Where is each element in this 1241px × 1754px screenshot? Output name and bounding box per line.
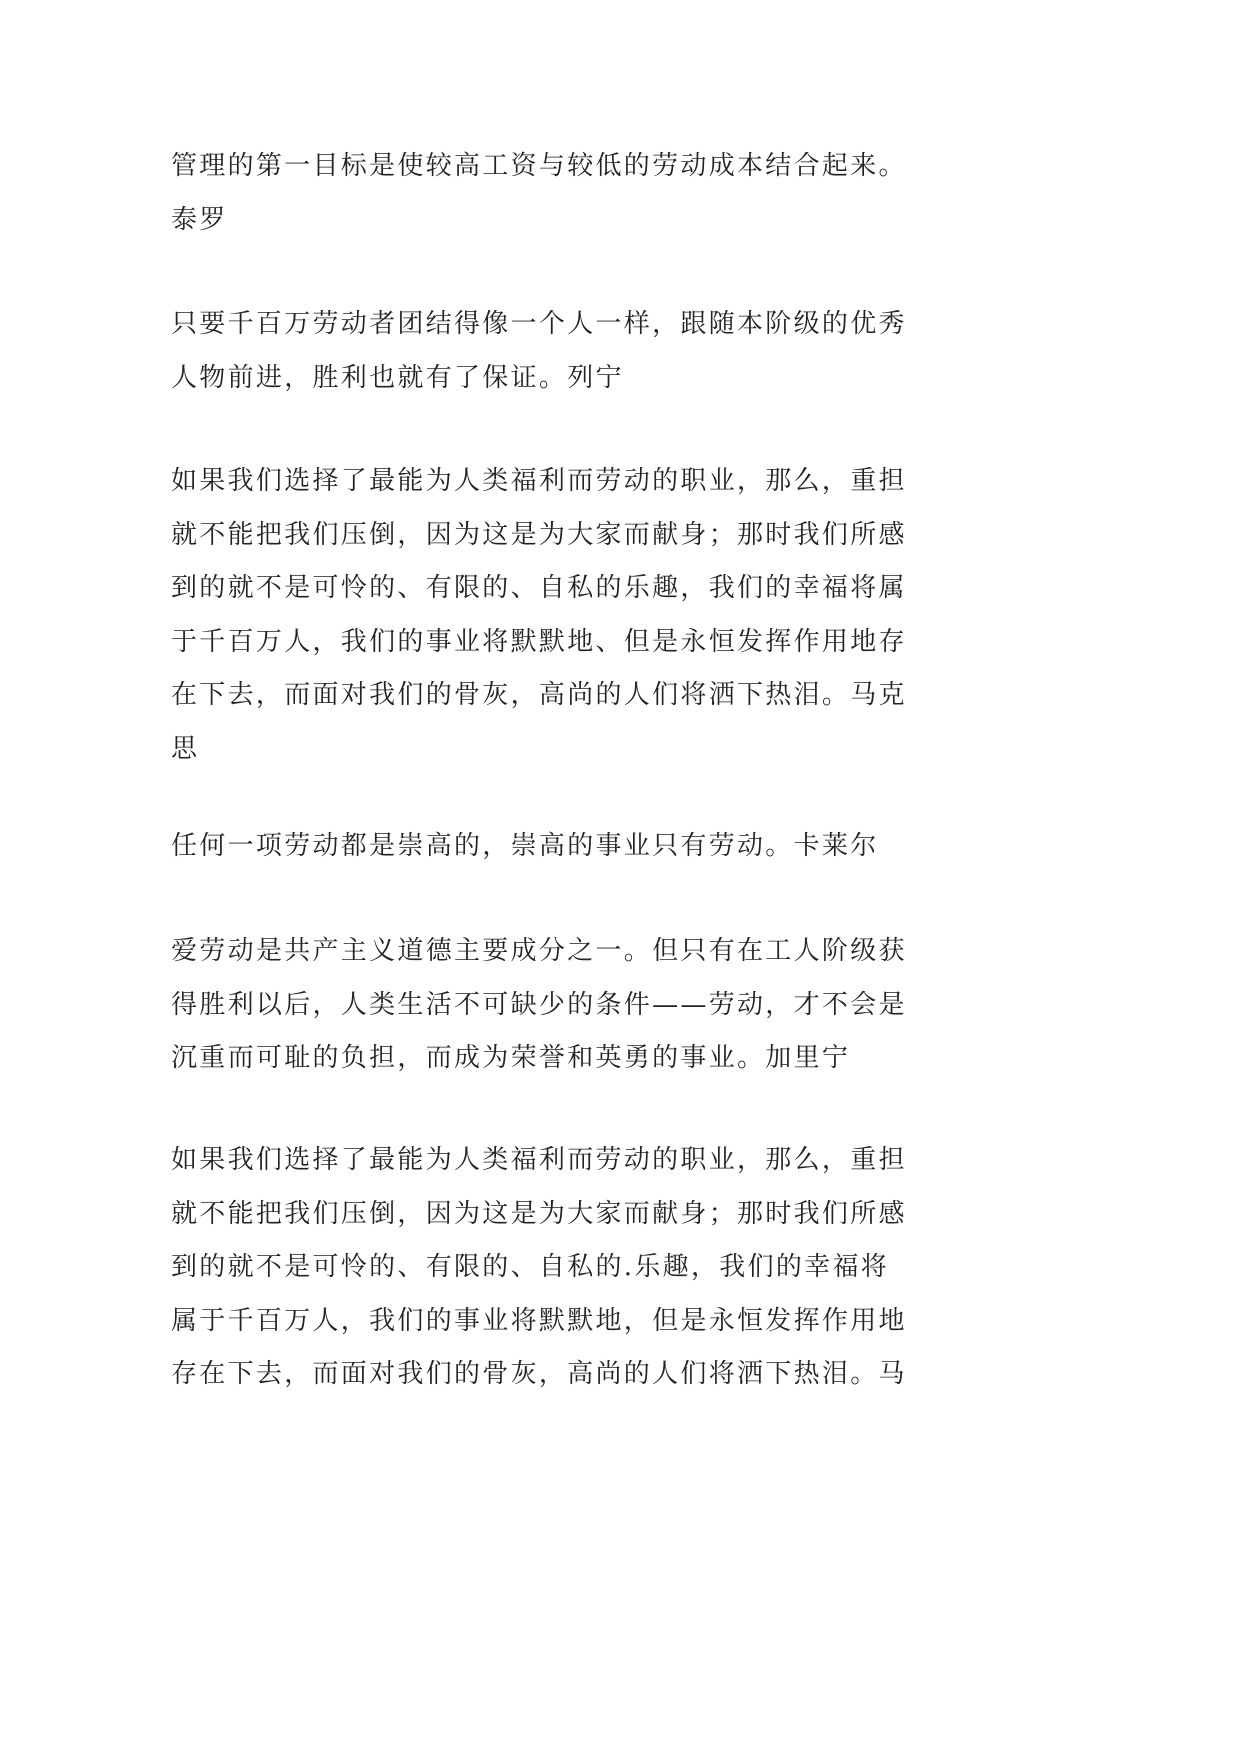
quote-paragraph-marx-repeat	[171, 1134, 951, 1402]
text-line: 属于千百万人，我们的事业将默默地，但是永恒发挥作用地	[171, 1305, 907, 1336]
text-line: 泰罗	[171, 204, 228, 235]
text-line: 如果我们选择了最能为人类福利而劳动的职业，那么，重担	[171, 466, 907, 496]
text-line: 得胜利以后，人类生活不可缺少的条件——劳动，才不会是	[171, 989, 907, 1020]
quote-paragraph-carlyle	[171, 820, 951, 874]
text-line: 在下去，而面对我们的骨灰，高尚的人们将洒下热泪。马克	[171, 680, 907, 710]
text-line: 人物前进，胜利也就有了保证。列宁	[171, 362, 624, 393]
text-line: 就不能把我们压倒，因为这是为大家而献身；那时我们所感	[171, 1198, 907, 1229]
text-line: 如果我们选择了最能为人类福利而劳动的职业，那么，重担	[171, 1145, 907, 1175]
text-line: 存在下去，而面对我们的骨灰，高尚的人们将洒下热泪。马	[171, 1359, 907, 1389]
quote-paragraph-marx	[171, 455, 951, 776]
quote-paragraph-lenin	[171, 298, 951, 405]
text-line: 到的就不是可怜的、有限的、自私的.乐趣，我们的幸福将	[171, 1252, 890, 1282]
text-line: 沉重而可耻的负担，而成为荣誉和英勇的事业。加里宁	[171, 1043, 851, 1073]
text-line: 只要千百万劳动者团结得像一个人一样，跟随本阶级的优秀	[171, 309, 907, 339]
quote-paragraph-taylor	[171, 140, 951, 247]
text-line: 于千百万人，我们的事业将默默地、但是永恒发挥作用地存	[171, 626, 907, 657]
text-line: 就不能把我们压倒，因为这是为大家而献身；那时我们所感	[171, 519, 907, 550]
quote-paragraph-kalinin	[171, 925, 951, 1086]
text-line: 管理的第一目标是使较高工资与较低的劳动成本结合起来。	[171, 151, 907, 181]
text-line: 任何一项劳动都是崇高的，崇高的事业只有劳动。卡莱尔	[171, 831, 879, 861]
text-line: 到的就不是可怜的、有限的、自私的乐趣，我们的幸福将属	[171, 573, 907, 603]
text-line: 爱劳动是共产主义道德主要成分之一。但只有在工人阶级获	[171, 936, 907, 966]
text-line: 思	[171, 733, 200, 764]
